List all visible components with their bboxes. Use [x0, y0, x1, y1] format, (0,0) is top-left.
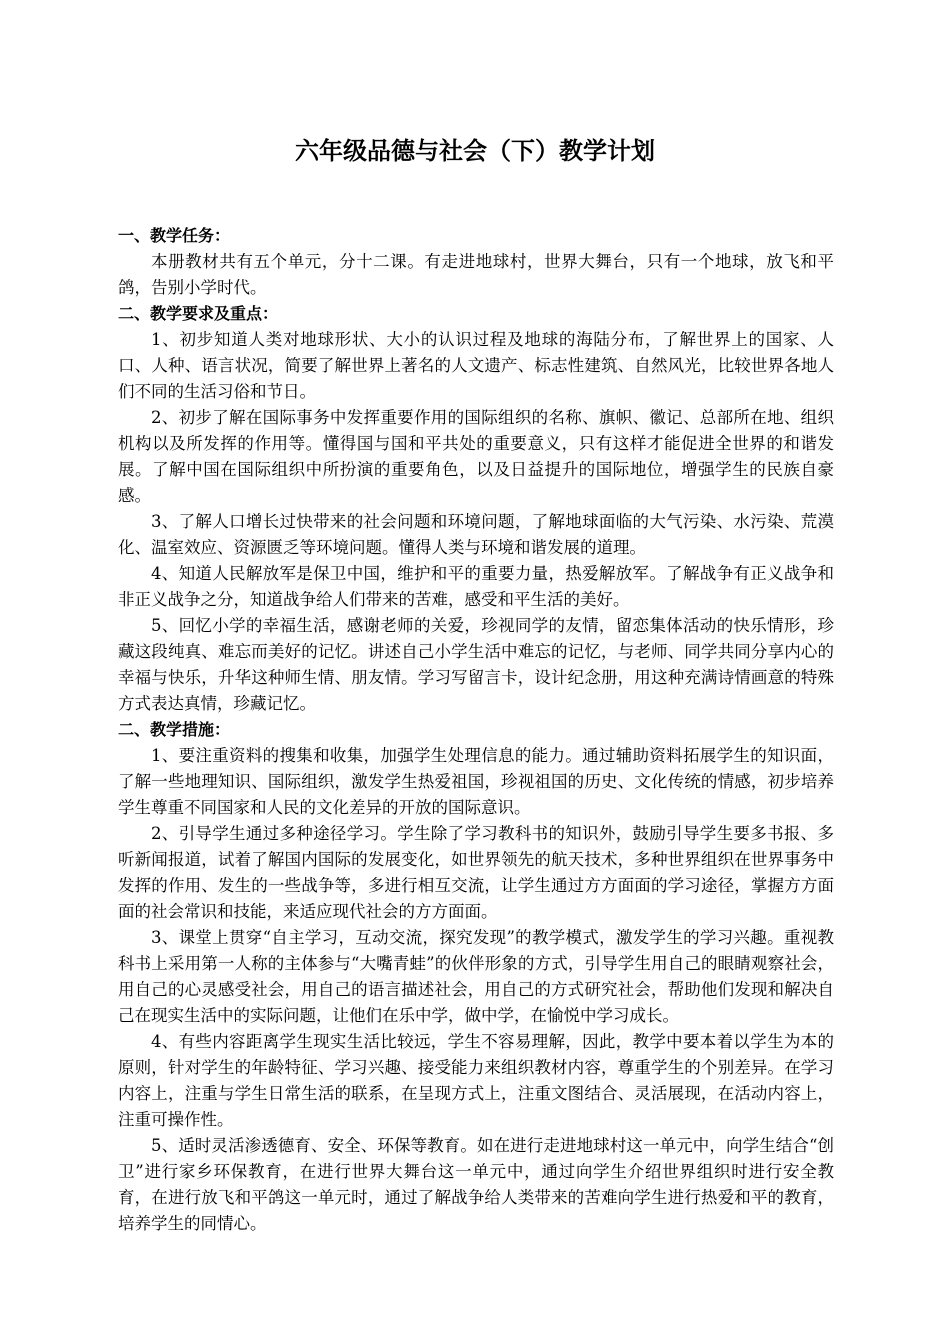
- paragraph: 3、课堂上贯穿“自主学习，互动交流，探究发现”的教学模式，激发学生的学习兴趣。重视教科书上采用第一人称的主体参与“大嘴青蛙”的伙伴形象的方式，引导学生用自己的眼睛观察社会，用自己的心灵感受社会，用自己的语言描述社会，用自己的方式研究社会，帮助他们发现和解决自己在现实生活中的实际问题，让他们在乐中学，做中学，在愉悦中学习成长。: [118, 928, 834, 1025]
- paragraph: 5、适时灵活渗透德育、安全、环保等教育。如在进行走进地球村这一单元中，向学生结合“创卫”进行家乡环保教育，在进行世界大舞台这一单元中，通过向学生介绍世界组织时进行安全教育，在进行放飞和平鸽这一单元时，通过了解战争给人类带来的苦难向学生进行热爱和平的教育，培养学生的同情心。: [118, 1136, 834, 1233]
- section-heading-teaching-tasks: 一、教学任务：: [118, 226, 231, 245]
- paragraph: 2、初步了解在国际事务中发挥重要作用的国际组织的名称、旗帜、徽记、总部所在地、组织机构以及所发挥的作用等。懂得国与国和平共处的重要意义，只有这样才能促进全世界的和谐发展。了解中国在国际组织中所扮演的重要角色，以及日益提升的国际地位，增强学生的民族自豪感。: [118, 408, 834, 505]
- document-body: [118, 223, 834, 1237]
- paragraph: 2、引导学生通过多种途径学习。学生除了学习教科书的知识外，鼓励引导学生要多书报、多听新闻报道，试着了解国内国际的发展变化，如世界领先的航天技术，多种世界组织在世界事务中发挥的作用、发生的一些战争等，多进行相互交流，让学生通过方方面面的学习途径，掌握方方面面的社会常识和技能，来适应现代社会的方方面面。: [118, 824, 834, 921]
- paragraph: 本册教材共有五个单元，分十二课。有走进地球村，世界大舞台，只有一个地球，放飞和平鸽，告别小学时代。: [118, 252, 834, 297]
- paragraph: 4、知道人民解放军是保卫中国，维护和平的重要力量，热爱解放军。了解战争有正义战争和非正义战争之分，知道战争给人们带来的苦难，感受和平生活的美好。: [118, 564, 834, 609]
- paragraph: 1、要注重资料的搜集和收集，加强学生处理信息的能力。通过辅助资料拓展学生的知识面，了解一些地理知识、国际组织，激发学生热爱祖国，珍视祖国的历史、文化传统的情感，初步培养学生尊重不同国家和人民的文化差异的开放的国际意识。: [118, 746, 834, 817]
- section-heading-requirements: 二、教学要求及重点：: [118, 304, 279, 323]
- document-title: 六年级品德与社会（下）教学计划: [295, 137, 655, 165]
- paragraph: 3、了解人口增长过快带来的社会问题和环境问题，了解地球面临的大气污染、水污染、荒漠化、温室效应、资源匮乏等环境问题。懂得人类与环境和谐发展的道理。: [118, 512, 834, 557]
- paragraph: 5、回忆小学的幸福生活，感谢老师的关爱，珍视同学的友情，留恋集体活动的快乐情形，珍藏这段纯真、难忘而美好的记忆。讲述自己小学生活中难忘的记忆，与老师、同学共同分享内心的幸福与快乐，升华这种师生情、朋友情。学习写留言卡，设计纪念册，用这种充满诗情画意的特殊方式表达真情，珍藏记忆。: [118, 616, 834, 713]
- section-heading-measures: 二、教学措施：: [118, 720, 231, 739]
- paragraph: 4、有些内容距离学生现实生活比较远，学生不容易理解，因此，教学中要本着以学生为本的原则，针对学生的年龄特征、学习兴趣、接受能力来组织教材内容，尊重学生的个别差异。在学习内容上，注重与学生日常生活的联系，在呈现方式上，注重文图结合、灵活展现，在活动内容上，注重可操作性。: [118, 1032, 834, 1129]
- paragraph: 1、初步知道人类对地球形状、大小的认识过程及地球的海陆分布，了解世界上的国家、人口、人种、语言状况，简要了解世界上著名的人文遗产、标志性建筑、自然风光，比较世界各地人们不同的生活习俗和节日。: [118, 330, 834, 401]
